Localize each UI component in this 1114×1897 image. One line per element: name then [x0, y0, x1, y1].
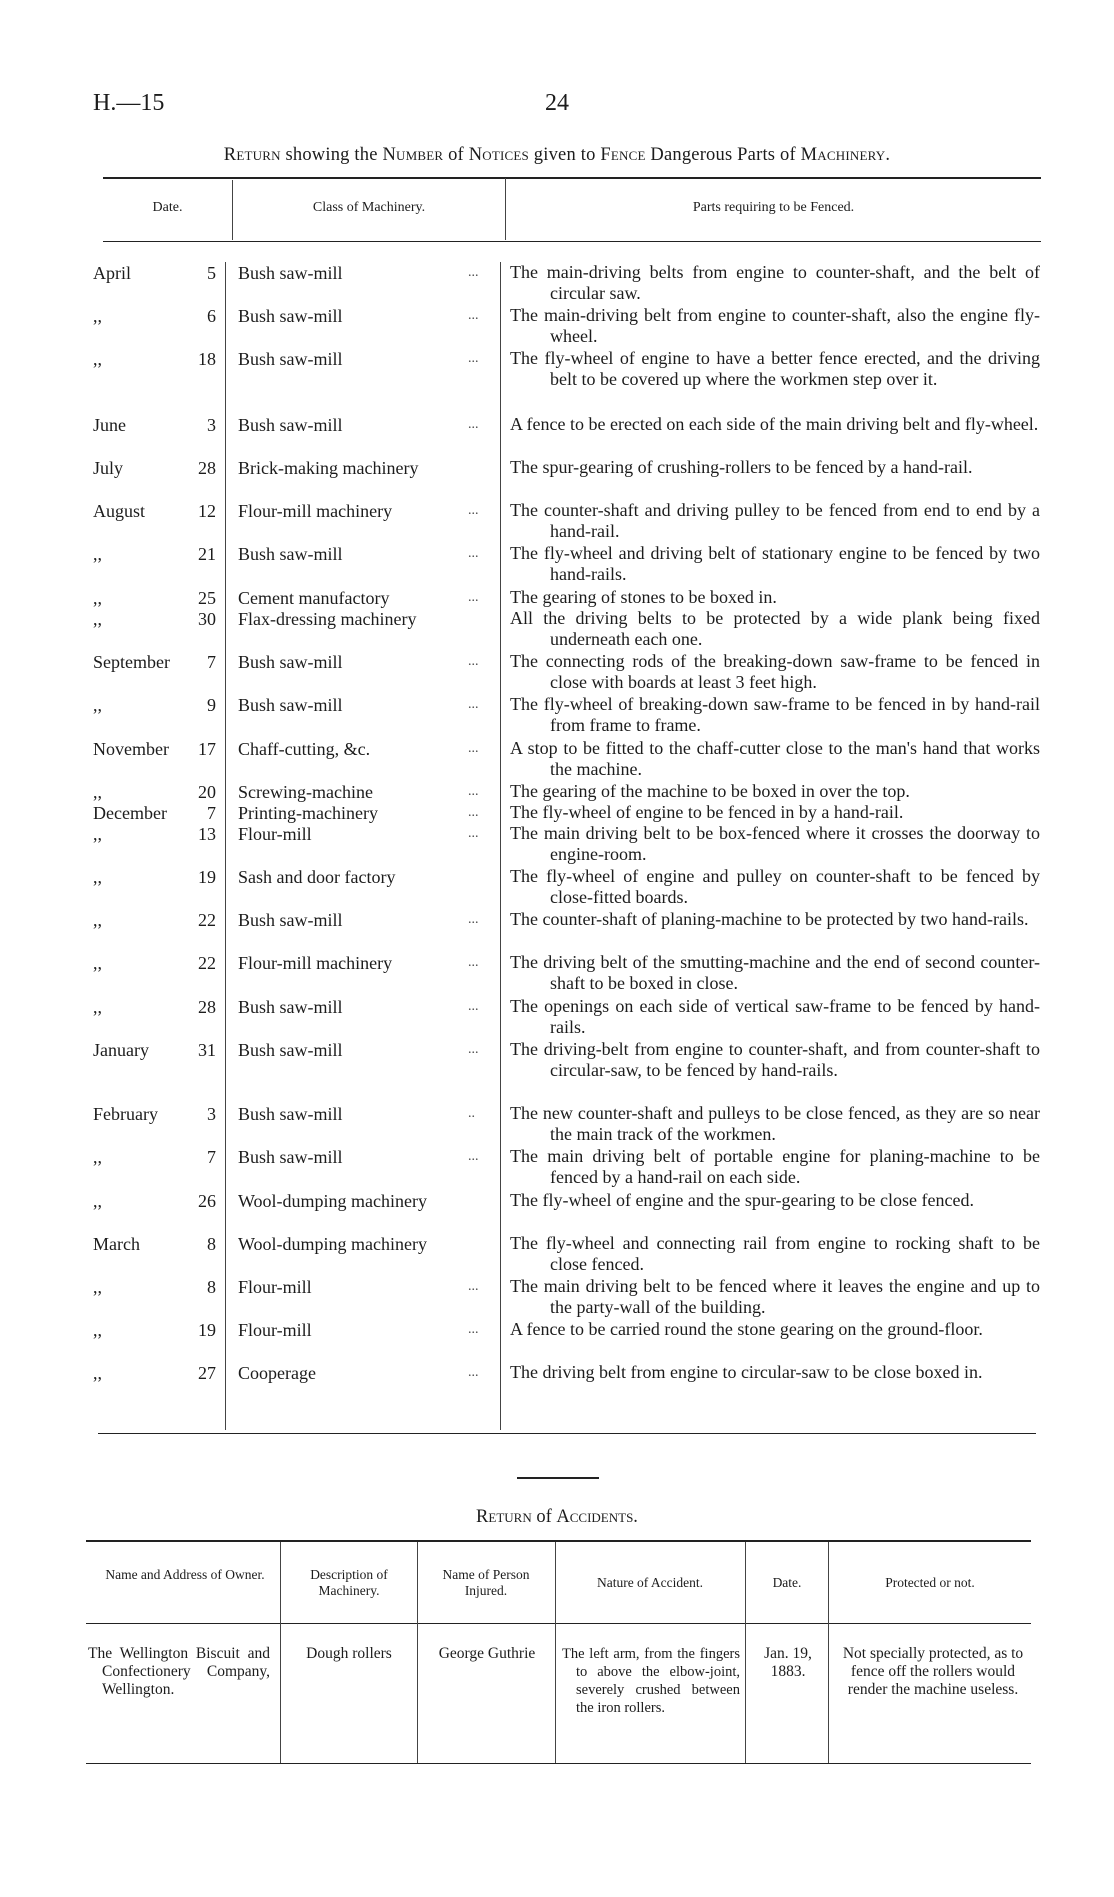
column-divider	[417, 1542, 418, 1763]
parts-to-fence: The counter-shaft and driving pulley to be fenced from end to end by a hand-rail.	[510, 500, 1040, 541]
machinery-class: Bush saw-mill	[238, 1147, 343, 1167]
column-header-date: Date.	[152, 200, 183, 215]
date-month: December	[93, 803, 167, 823]
leader-dots: ...	[468, 590, 479, 605]
parts-to-fence: The main-driving belt from engine to counter-shaft, also the engine fly-wheel.	[510, 305, 1040, 346]
date-month: July	[93, 458, 124, 478]
leader-dots: ...	[468, 955, 479, 970]
date-day: 3	[207, 415, 216, 435]
leader-dots: ...	[468, 308, 479, 323]
date-month: August	[93, 501, 146, 521]
parts-to-fence: The fly-wheel and connecting rail from engine to rocking shaft to be close fenced.	[510, 1233, 1040, 1274]
date-month: ,,	[93, 695, 102, 715]
machinery-class: Flour-mill machinery	[238, 501, 393, 521]
leader-dots: ...	[468, 805, 479, 820]
date-day: 9	[207, 695, 216, 715]
machinery-class: Bush saw-mill	[238, 263, 343, 283]
leader-dots: ...	[468, 784, 479, 799]
title-text: of	[443, 145, 469, 165]
machinery-class: Screwing-machine	[238, 782, 373, 802]
machinery-class: Bush saw-mill	[238, 349, 343, 369]
parts-to-fence: The driving belt from engine to circular-saw to be close boxed in.	[510, 1362, 983, 1382]
column-header-protected: Protected or not.	[885, 1575, 975, 1590]
date-month: ,,	[93, 306, 102, 326]
machinery-class: Bush saw-mill	[238, 1104, 343, 1124]
machinery-class: Cement manufactory	[238, 588, 390, 608]
parts-to-fence: The driving belt of the smutting-machine and the end of second counter-shaft to be boxed in close.	[510, 952, 1040, 993]
parts-to-fence: The main driving belt to be box-fenced where it crosses the doorway to engine-room.	[510, 823, 1040, 864]
date-day: 26	[198, 1191, 216, 1211]
date-month: ,,	[93, 544, 102, 564]
accident-nature: The left arm, from the fingers to above the elbow-joint, severely crushed between the iron rollers.	[562, 1646, 740, 1716]
title-text: of	[531, 1507, 557, 1527]
parts-to-fence: All the driving belts to be protected by a wide plank being fixed underneath each one.	[510, 608, 1040, 649]
date-month: ,,	[93, 1320, 102, 1340]
date-month: March	[93, 1234, 140, 1254]
machinery-class: Sash and door factory	[238, 867, 396, 887]
date-month: January	[93, 1040, 149, 1060]
date-month: ,,	[93, 997, 102, 1017]
parts-to-fence: The spur-gearing of crushing-rollers to be fenced by a hand-rail.	[510, 457, 973, 477]
date-day: 28	[198, 997, 216, 1017]
date-month: ,,	[93, 1147, 102, 1167]
parts-to-fence: The fly-wheel of engine and the spur-gearing to be close fenced.	[510, 1190, 974, 1210]
date-day: 7	[207, 1147, 216, 1167]
accidents-top-rule	[86, 1540, 1031, 1542]
machinery-class: Bush saw-mill	[238, 544, 343, 564]
column-divider	[500, 262, 501, 1430]
date-month: ,,	[93, 1363, 102, 1383]
date-month: ,,	[93, 588, 102, 608]
machinery-class: Bush saw-mill	[238, 910, 343, 930]
accident-protected: Not specially protected, as to fence off the rollers would render the machine useless.	[842, 1645, 1024, 1698]
machinery-class: Bush saw-mill	[238, 652, 343, 672]
parts-to-fence: The main-driving belts from engine to counter-shaft, and the belt of circular saw.	[510, 262, 1040, 303]
date-month: ,,	[93, 953, 102, 973]
leader-dots: ...	[468, 417, 479, 432]
machinery-class: Bush saw-mill	[238, 997, 343, 1017]
date-month: ,,	[93, 824, 102, 844]
notices-title	[0, 145, 1114, 166]
leader-dots: ...	[468, 1042, 479, 1057]
parts-to-fence: The counter-shaft of planing-machine to be protected by two hand-rails.	[510, 909, 1029, 929]
leader-dots: ...	[468, 826, 479, 841]
machinery-class: Flax-dressing machinery	[238, 609, 417, 629]
date-month: ,,	[93, 782, 102, 802]
accidents-title	[0, 1507, 1114, 1528]
machinery-class: Flour-mill machinery	[238, 953, 393, 973]
date-month: April	[93, 263, 131, 283]
date-day: 22	[198, 953, 216, 973]
section-divider	[517, 1477, 599, 1479]
table-top-rule	[103, 177, 1041, 179]
leader-dots: ...	[468, 912, 479, 927]
column-header-nature: Nature of Accident.	[596, 1575, 704, 1590]
column-header-owner: Name and Address of Owner.	[105, 1567, 265, 1582]
parts-to-fence: The connecting rods of the breaking-down saw-frame to be fenced in close with boards at least 3 feet high.	[510, 651, 1040, 692]
column-header-date: Date.	[772, 1575, 802, 1590]
leader-dots: ...	[468, 546, 479, 561]
date-day: 27	[198, 1363, 216, 1383]
date-day: 28	[198, 458, 216, 478]
parts-to-fence: The openings on each side of vertical saw-frame to be fenced by hand-rails.	[510, 996, 1040, 1037]
accidents-header-rule	[86, 1623, 1031, 1624]
leader-dots: ...	[468, 654, 479, 669]
parts-to-fence: The fly-wheel and driving belt of stationary engine to be fenced by two hand-rails.	[510, 543, 1040, 584]
leader-dots: ...	[468, 1149, 479, 1164]
date-day: 30	[198, 609, 216, 629]
date-month: ,,	[93, 1277, 102, 1297]
machinery-class: Flour-mill	[238, 1320, 312, 1340]
title-word: Fence	[600, 145, 646, 165]
header-bottom-rule	[103, 241, 1041, 242]
parts-to-fence: A fence to be erected on each side of the main driving belt and fly-wheel.	[510, 414, 1039, 434]
leader-dots: ...	[468, 999, 479, 1014]
report-code: H.—15	[93, 90, 165, 116]
leader-dots: ...	[468, 1279, 479, 1294]
date-day: 5	[207, 263, 216, 283]
date-month: ,,	[93, 867, 102, 887]
parts-to-fence: The main driving belt of portable engine for planing-machine to be fenced by a hand-rail on each side.	[510, 1146, 1040, 1187]
date-month: November	[93, 739, 169, 759]
column-divider	[225, 262, 226, 1430]
machinery-class: Brick-making machinery	[238, 458, 419, 478]
title-word: Accidents.	[556, 1507, 638, 1527]
leader-dots: ...	[468, 351, 479, 366]
parts-to-fence: A fence to be carried round the stone gearing on the ground-floor.	[510, 1319, 983, 1339]
column-divider	[828, 1542, 829, 1763]
date-day: 20	[198, 782, 216, 802]
column-divider	[555, 1542, 556, 1763]
accident-machinery: Dough rollers	[306, 1645, 392, 1662]
leader-dots: ...	[468, 503, 479, 518]
leader-dots: ...	[468, 1322, 479, 1337]
date-day: 6	[207, 306, 216, 326]
title-word: Return	[223, 145, 281, 165]
date-day: 8	[207, 1234, 216, 1254]
accidents-bottom-rule	[86, 1763, 1031, 1764]
date-day: 7	[207, 652, 216, 672]
parts-to-fence: The new counter-shaft and pulleys to be close fenced, as they are so near the main track of the workmen.	[510, 1103, 1040, 1144]
date-month: February	[93, 1104, 158, 1124]
parts-to-fence: The fly-wheel of engine to have a better fence erected, and the driving belt to be covered up where the workmen step over it.	[510, 348, 1040, 389]
date-day: 8	[207, 1277, 216, 1297]
parts-to-fence: The driving-belt from engine to counter-shaft, and from counter-shaft to circular-saw, to be fenced by hand-rails.	[510, 1039, 1040, 1080]
date-day: 19	[198, 1320, 216, 1340]
accident-date: Jan. 19, 1883.	[764, 1645, 812, 1680]
date-month: ,,	[93, 910, 102, 930]
leader-dots: ...	[468, 697, 479, 712]
date-day: 7	[207, 803, 216, 823]
machinery-class: Flour-mill	[238, 824, 312, 844]
date-month: ,,	[93, 1191, 102, 1211]
date-day: 22	[198, 910, 216, 930]
column-divider	[280, 1542, 281, 1763]
parts-to-fence: The gearing of the machine to be boxed in over the top.	[510, 781, 910, 801]
accident-person: George Guthrie	[438, 1645, 536, 1662]
machinery-class: Bush saw-mill	[238, 695, 343, 715]
parts-to-fence: The fly-wheel of engine to be fenced in by a hand-rail.	[510, 802, 904, 822]
date-day: 25	[198, 588, 216, 608]
column-divider	[745, 1542, 746, 1763]
date-month: June	[93, 415, 126, 435]
date-month: ,,	[93, 609, 102, 629]
column-header-class: Class of Machinery.	[312, 200, 426, 215]
accident-owner: The Wellington Biscuit and Confectionery Company, Wellington.	[88, 1645, 270, 1698]
title-text: Dangerous Parts of	[645, 145, 801, 165]
parts-to-fence: The gearing of stones to be boxed in.	[510, 587, 777, 607]
leader-dots: ...	[468, 265, 479, 280]
parts-to-fence: The main driving belt to be fenced where it leaves the engine and up to the party-wall of the building.	[510, 1276, 1040, 1317]
column-header-machinery: Description of Machinery.	[310, 1567, 388, 1598]
title-word: Machinery.	[800, 145, 891, 165]
parts-to-fence: The fly-wheel of breaking-down saw-frame to be fenced in by hand-rail from frame to frame.	[510, 694, 1040, 735]
date-day: 31	[198, 1040, 216, 1060]
page-number: 24	[545, 90, 569, 116]
machinery-class: Bush saw-mill	[238, 415, 343, 435]
leader-dots: ...	[468, 1365, 479, 1380]
date-day: 17	[198, 739, 216, 759]
machinery-class: Printing-machinery	[238, 803, 378, 823]
column-header-parts: Parts requiring to be Fenced.	[692, 200, 855, 215]
machinery-class: Bush saw-mill	[238, 1040, 343, 1060]
column-header-person: Name of Person Injured.	[442, 1567, 530, 1598]
date-day: 3	[207, 1104, 216, 1124]
machinery-class: Cooperage	[238, 1363, 316, 1383]
date-day: 21	[198, 544, 216, 564]
leader-dots: ...	[468, 741, 479, 756]
date-day: 13	[198, 824, 216, 844]
title-word: Notices	[468, 145, 529, 165]
date-day: 18	[198, 349, 216, 369]
leader-dots: ..	[468, 1106, 475, 1121]
title-text: showing the	[280, 145, 383, 165]
date-month: September	[93, 652, 170, 672]
title-word: Return	[476, 1507, 532, 1527]
machinery-class: Chaff-cutting, &c.	[238, 739, 371, 759]
machinery-class: Flour-mill	[238, 1277, 312, 1297]
title-text: given to	[528, 145, 601, 165]
parts-to-fence: The fly-wheel of engine and pulley on counter-shaft to be fenced by close-fitted boards.	[510, 866, 1040, 907]
title-word: Number	[382, 145, 444, 165]
machinery-class: Wool-dumping machinery	[238, 1191, 428, 1211]
date-month: ,,	[93, 349, 102, 369]
machinery-class: Bush saw-mill	[238, 306, 343, 326]
machinery-class: Wool-dumping machinery	[238, 1234, 428, 1254]
date-day: 12	[198, 501, 216, 521]
parts-to-fence: A stop to be fitted to the chaff-cutter close to the man's hand that works the machine.	[510, 738, 1040, 779]
date-day: 19	[198, 867, 216, 887]
table-bottom-rule	[98, 1433, 1036, 1434]
